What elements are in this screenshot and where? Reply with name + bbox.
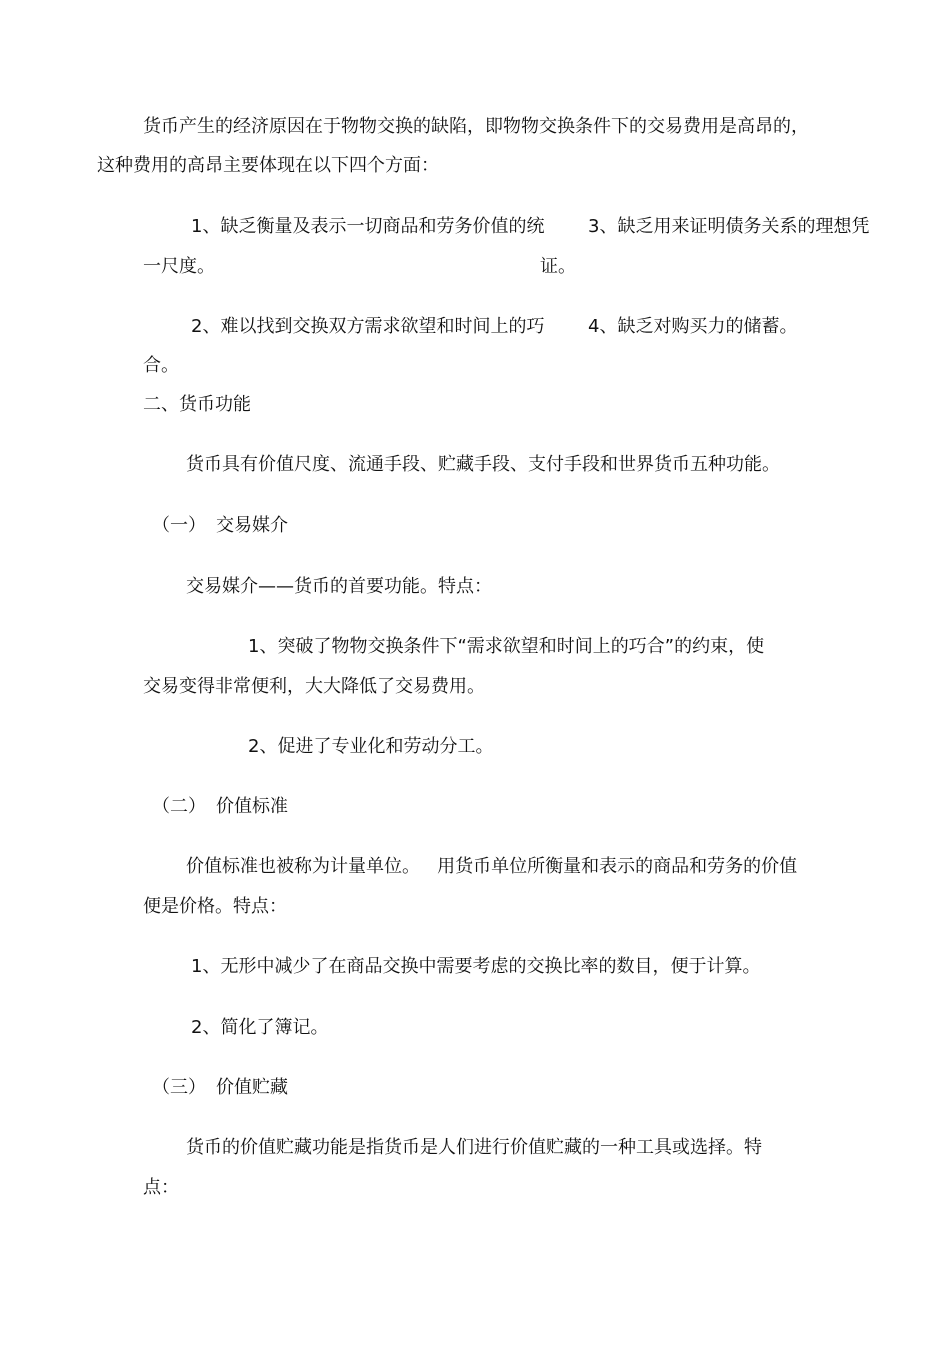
medium-desc: 交易媒介——货币的首要功能。特点： bbox=[186, 576, 492, 597]
subsection-heading-medium bbox=[152, 517, 288, 535]
subsection-label: （三） bbox=[152, 1077, 206, 1098]
value-standard-desc-line-1: 价值标准也被称为计量单位。 用货币单位所衡量和表示的商品和劳务的价值 bbox=[186, 856, 798, 877]
subsection-title: 交易媒介 bbox=[216, 515, 288, 536]
defect-item-2-line-1: 2、难以找到交换双方需求欲望和时间上的巧 bbox=[191, 316, 545, 337]
value-standard-desc-line-2: 便是价格。特点： bbox=[143, 896, 287, 917]
medium-point-1-line-1: 1、突破了物物交换条件下“需求欲望和时间上的巧合”的约束，使 bbox=[248, 636, 765, 657]
value-standard-point-2: 2、简化了簿记。 bbox=[191, 1017, 329, 1038]
defect-item-3-line-2: 证。 bbox=[540, 256, 576, 277]
subsection-label: （一） bbox=[152, 515, 206, 536]
functions-intro: 货币具有价值尺度、流通手段、贮藏手段、支付手段和世界货币五种功能。 bbox=[186, 454, 780, 475]
intro-line-1: 货币产生的经济原因在于物物交换的缺陷，即物物交换条件下的交易费用是高昂的， bbox=[143, 116, 809, 137]
section-heading-money-functions: 二、货币功能 bbox=[143, 394, 251, 415]
defect-item-1-line-1: 1、缺乏衡量及表示一切商品和劳务价值的统 bbox=[191, 216, 545, 237]
intro-line-2: 这种费用的高昂主要体现在以下四个方面： bbox=[97, 155, 439, 176]
subsection-title: 价值贮藏 bbox=[216, 1077, 288, 1098]
store-of-value-desc-line-2: 点： bbox=[143, 1177, 179, 1198]
defect-item-2-line-2: 合。 bbox=[143, 355, 179, 376]
subsection-label: （二） bbox=[152, 796, 206, 817]
subsection-heading-value-standard bbox=[152, 798, 288, 816]
medium-point-2: 2、促进了专业化和劳动分工。 bbox=[248, 736, 494, 757]
defect-item-1-line-2: 一尺度。 bbox=[143, 256, 215, 277]
defect-item-4-line-1: 4、缺乏对购买力的储蓄。 bbox=[588, 316, 798, 337]
value-standard-point-1: 1、无形中减少了在商品交换中需要考虑的交换比率的数目，便于计算。 bbox=[191, 956, 761, 977]
subsection-heading-store-of-value bbox=[152, 1079, 288, 1097]
medium-point-1-line-2: 交易变得非常便利，大大降低了交易费用。 bbox=[143, 676, 485, 697]
defect-item-3-line-1: 3、缺乏用来证明债务关系的理想凭 bbox=[588, 216, 870, 237]
subsection-title: 价值标准 bbox=[216, 796, 288, 817]
store-of-value-desc-line-1: 货币的价值贮藏功能是指货币是人们进行价值贮藏的一种工具或选择。特 bbox=[186, 1137, 762, 1158]
